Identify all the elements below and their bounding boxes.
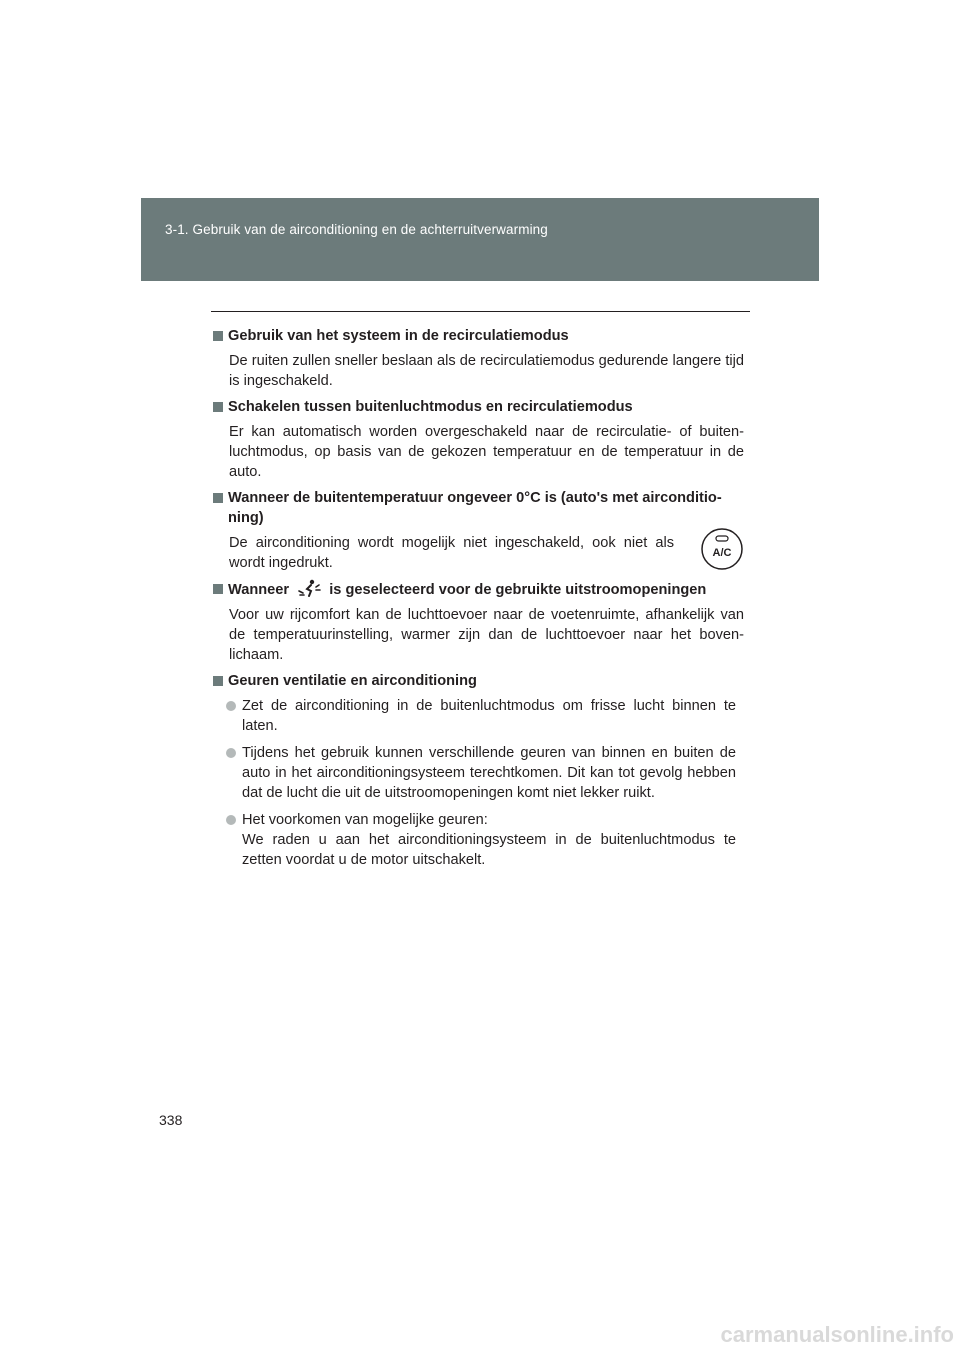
page-number: 338: [159, 1112, 183, 1128]
list-item: Het voorkomen van mogelijke geuren: We raden u aan het airconditioningsysteem in de buitenluchtmodus te zetten voordat u de motor uitschakelt.: [226, 810, 744, 870]
section-text: Er kan automatisch worden overgeschakeld naar de recirculatie- of buiten-luchtmodus, op basis van de gekozen temperatuur en de temperatuur in de auto.: [229, 424, 744, 480]
round-bullet-icon: [226, 815, 236, 825]
round-bullet-icon: [226, 701, 236, 711]
square-bullet-icon: [213, 331, 223, 341]
header-rule: [211, 311, 750, 312]
list-item: Tijdens het gebruik kunnen verschillende geuren van binnen en buiten de auto in het airconditioningsysteem terechtkomen. Dit kan tot gevolg hebben dat de lucht die uit de uitstroomopeningen komt niet lekker ruikt.: [226, 743, 744, 803]
section-header-band: [141, 198, 819, 281]
section-heading: Gebruik van het systeem in de recirculatiemodus: [213, 326, 744, 346]
ac-button-icon: [700, 527, 744, 571]
section-text-with-icon: [229, 533, 744, 573]
section-text: Voor uw rijcomfort kan de luchttoevoer naar de voetenruimte, afhankelijk van de temperatuurinstelling, warmer zijn dan de luchttoevoer naar het boven-lichaam.: [229, 607, 744, 663]
section-odors: [213, 671, 744, 870]
page-content: [213, 326, 744, 877]
section-text: De airconditioning wordt mogelijk niet ingeschakeld, ook niet als wordt ingedrukt.: [229, 535, 674, 571]
square-bullet-icon: [213, 493, 223, 503]
section-recirculation-use: [213, 326, 744, 391]
section-foot-vent: [213, 579, 744, 665]
section-heading: Wanneer is geselecteerd voor de gebruikte uitstroomopeningen: [213, 579, 744, 600]
square-bullet-icon: [213, 402, 223, 412]
foot-vent-icon: [297, 579, 321, 597]
square-bullet-icon: [213, 676, 223, 686]
round-bullet-icon: [226, 748, 236, 758]
section-title: 3-1. Gebruik van de airconditioning en de achterruitverwarming: [165, 222, 548, 237]
section-text: De ruiten zullen sneller beslaan als de recirculatiemodus gedurende langere tijd is ingeschakeld.: [229, 353, 744, 389]
section-heading: Geuren ventilatie en airconditioning: [213, 671, 744, 691]
list-item: Zet de airconditioning in de buitenluchtmodus om frisse lucht binnen te laten.: [226, 696, 744, 736]
section-mode-switching: [213, 397, 744, 482]
ac-icon-label: A/C: [712, 547, 732, 559]
section-zero-degrees: [213, 488, 744, 573]
square-bullet-icon: [213, 584, 223, 594]
section-heading: Schakelen tussen buitenluchtmodus en recirculatiemodus: [213, 397, 744, 417]
watermark: carmanualsonline.info: [720, 1322, 954, 1347]
section-heading: Wanneer de buitentemperatuur ongeveer 0°C is (auto's met airconditio-ning): [213, 488, 744, 528]
